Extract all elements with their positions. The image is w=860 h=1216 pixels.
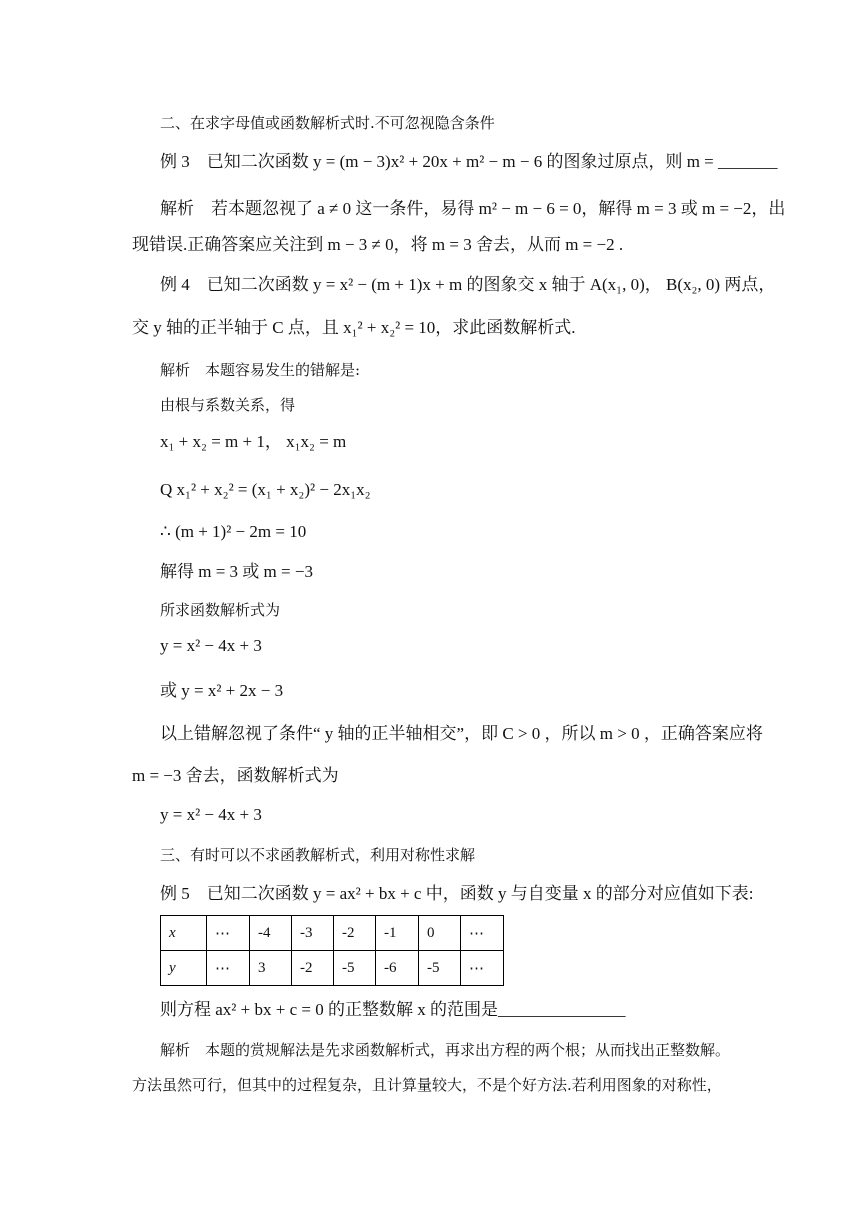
example-5-question: 则方程 ax² + bx + c = 0 的正整数解 x 的范围是_______________ [160, 1000, 626, 1019]
table-cell: -3 [292, 916, 334, 951]
step-7: y = x² − 4x + 3 [160, 636, 262, 655]
step-4: ∴ (m + 1)² − 2m = 10 [160, 522, 307, 541]
table-cell: 0 [419, 916, 461, 951]
error-note-line1: 以上错解忽视了条件“ y 轴的正半轴相交”，即 C > 0 ，所以 m > 0 ，正确答案应将 [160, 724, 763, 743]
section-heading-3: 三、有时可以不求函教解析式，利用对称性求解 [160, 846, 476, 864]
step-6: 所求函数解析式为 [160, 601, 281, 619]
table-cell: -5 [419, 951, 461, 986]
table-cell: -6 [376, 951, 419, 986]
step-3: Q x₁² + x₂² = (x₁ + x₂)² − 2x₁x₂ [160, 480, 371, 499]
example-5: 例 5 已知二次函数 y = ax² + bx + c 中，函数 y 与自变量 x 的部分对应值如下表: [160, 884, 754, 903]
example-3-solution-line1: 解析 若本题忽视了 a ≠ 0 这一条件，易得 m² − m − 6 = 0，解得 m = 3 或 m = −2，出 [160, 199, 786, 218]
table-row-x [161, 916, 504, 951]
table-cell: ⋯ [461, 916, 504, 951]
example-4-line2: 交 y 轴的正半轴于 C 点，且 x₁² + x₂² = 10，求此函数解析式. [132, 318, 576, 337]
example-3-solution-line2: 现错误.正确答案应关注到 m − 3 ≠ 0，将 m = 3 舍去，从而 m = −2 . [132, 235, 624, 254]
step-8: 或 y = x² + 2x − 3 [160, 681, 284, 700]
final-answer: y = x² − 4x + 3 [160, 805, 262, 824]
table-cell: -2 [334, 916, 376, 951]
example-5-solution-line2: 方法虽然可行，但其中的过程复杂，且计算量较大，不是个好方法.若利用图象的对称性， [132, 1076, 722, 1094]
example-3: 例 3 已知二次函数 y = (m − 3)x² + 20x + m² − m − 6 的图象过原点，则 m = _______ [160, 152, 778, 171]
table-cell: -1 [376, 916, 419, 951]
table-cell: y [161, 951, 207, 986]
table-cell: ⋯ [207, 916, 250, 951]
table-cell: x [161, 916, 207, 951]
example-4-solution-intro: 解析 本题容易发生的错解是: [160, 361, 361, 379]
section-heading-2: 二、在求字母值或函数解析式时.不可忽视隐含条件 [160, 114, 495, 132]
table-cell: -2 [292, 951, 334, 986]
error-note-line2: m = −3 舍去，函数解析式为 [132, 766, 339, 785]
value-table [160, 915, 504, 986]
example-5-solution-line1: 解析 本题的赏规解法是先求函数解析式，再求出方程的两个根；从而找出正整数解。 [160, 1041, 731, 1059]
table-cell: 3 [250, 951, 292, 986]
step-1: 由根与系数关系，得 [160, 396, 296, 414]
example-4-line1: 例 4 已知二次函数 y = x² − (m + 1)x + m 的图象交 x 轴于 A(x₁, 0)， B(x₂, 0) 两点， [160, 275, 776, 294]
step-2: x₁ + x₂ = m + 1， x₁x₂ = m [160, 432, 347, 451]
table-cell: ⋯ [461, 951, 504, 986]
table-cell: ⋯ [207, 951, 250, 986]
table-row-y [161, 951, 504, 986]
table-cell: -4 [250, 916, 292, 951]
table-cell: -5 [334, 951, 376, 986]
step-5: 解得 m = 3 或 m = −3 [160, 562, 313, 581]
